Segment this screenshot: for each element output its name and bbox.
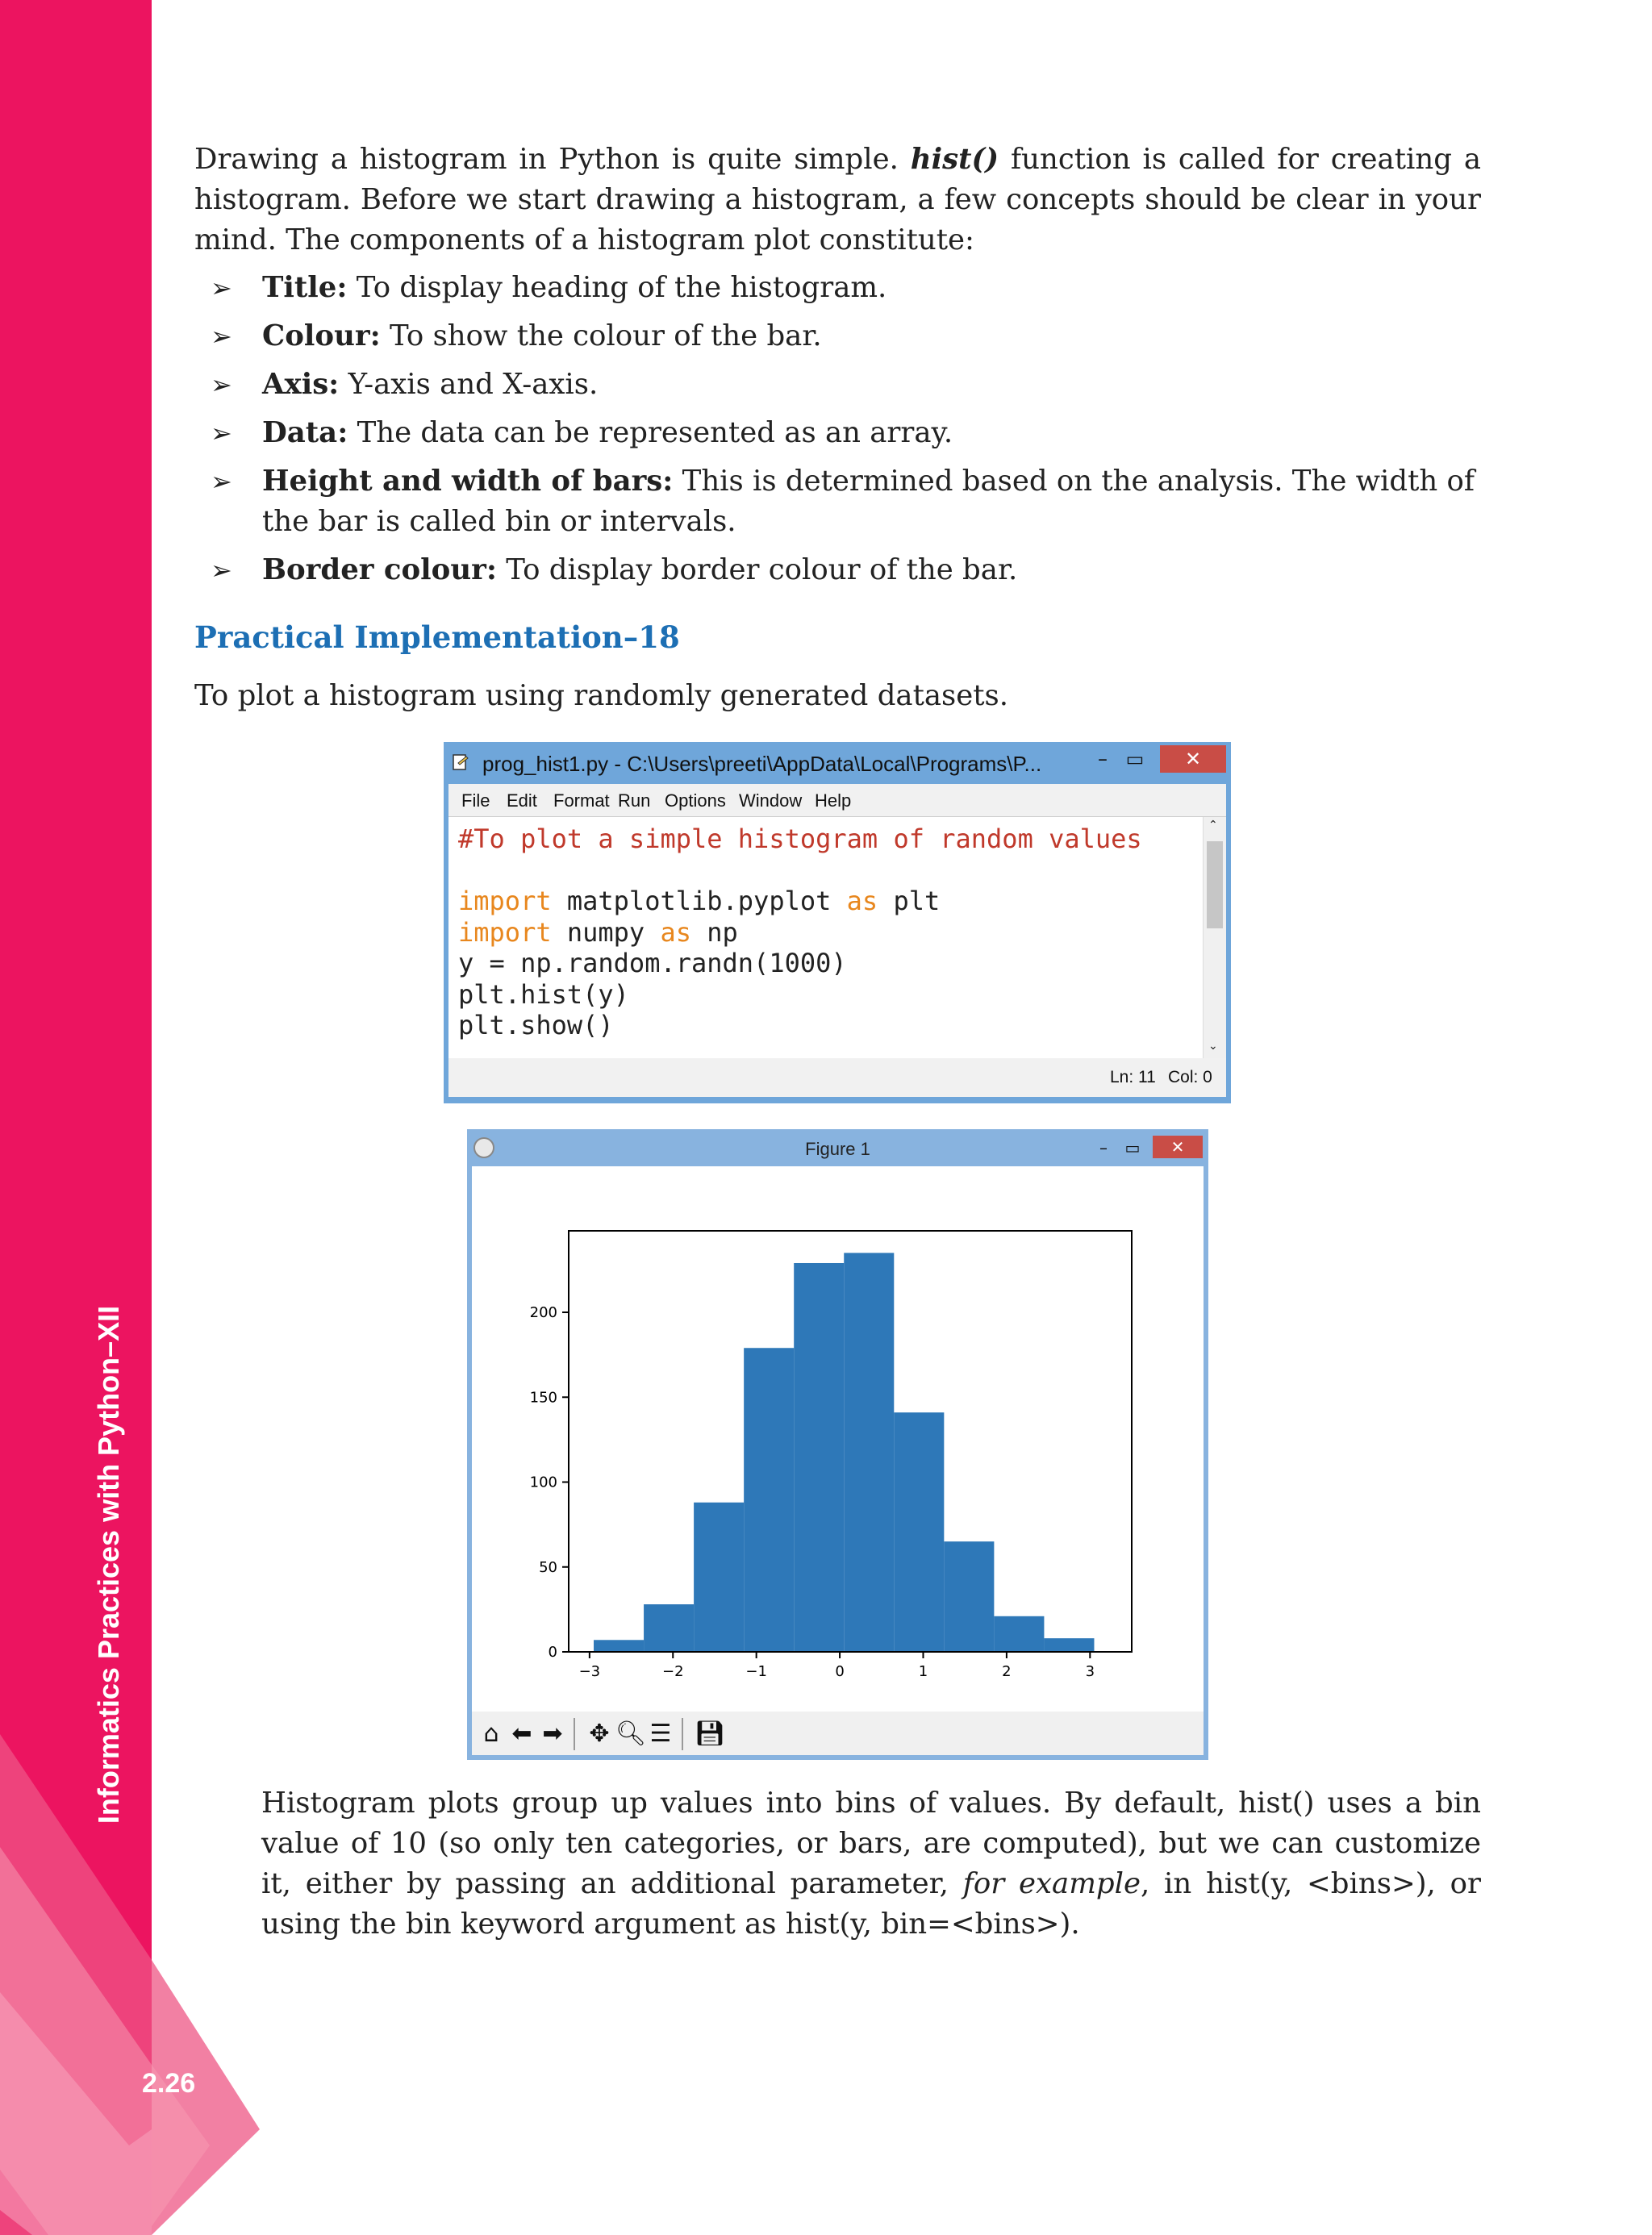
scroll-up-icon[interactable]: ⌃ — [1208, 819, 1218, 832]
scrollbar-thumb[interactable] — [1207, 841, 1223, 928]
histogram-bar — [894, 1412, 944, 1652]
toolbar-divider — [574, 1718, 575, 1750]
arrow-bullet-icon: ➢ — [211, 273, 232, 303]
arrow-bullet-icon: ➢ — [211, 321, 232, 352]
histogram-bar — [644, 1604, 694, 1652]
list-item: ➢ Title: To display heading of the histogram. — [194, 268, 1481, 308]
x-tick-label: 1 — [918, 1663, 928, 1680]
minimize-button[interactable]: – — [1098, 748, 1108, 770]
page-number: 2.26 — [142, 2068, 196, 2099]
figure-title: Figure 1 — [805, 1139, 870, 1159]
code-editor[interactable] — [448, 816, 1226, 1059]
code-text[interactable]: #To plot a simple histogram of random values import matplotlib.pyplot as plt import numpy as np y = np.random.randn(1000) plt.hist(y) plt.show() — [458, 824, 1142, 1040]
home-icon[interactable]: ⌂ — [483, 1720, 499, 1748]
histogram-bar — [944, 1541, 994, 1652]
histogram-bar — [594, 1640, 644, 1652]
histogram-bar — [694, 1503, 744, 1652]
y-tick-label: 50 — [539, 1558, 557, 1576]
back-icon[interactable]: ⬅ — [511, 1720, 532, 1748]
menu-window[interactable]: Window — [739, 790, 803, 811]
closing-paragraph: Histogram plots group up values into bins of values. By default, hist() uses a bin value of 10 (so only ten categories, or bars, are computed), but we can customize it, either by passing an additional parameter, for example, in hist(y, <bins>), or using the bin keyword argument as hist(y, bin=<bins>). — [261, 1787, 1481, 1941]
x-tick-label: 2 — [1002, 1663, 1012, 1680]
x-tick-label: −3 — [578, 1663, 601, 1680]
sidebar-band: Informatics Practices with Python–XII — [0, 0, 152, 2235]
editor-title: prog_hist1.py - C:\Users\preeti\AppData\Local\Programs\P... — [482, 752, 1042, 776]
list-item: ➢ Axis: Y-axis and X-axis. — [194, 365, 1481, 405]
menu-options[interactable]: Options — [665, 790, 726, 811]
x-tick-label: 0 — [835, 1663, 845, 1680]
arrow-bullet-icon: ➢ — [211, 555, 232, 586]
python-file-icon — [452, 753, 469, 771]
minimize-button[interactable]: – — [1099, 1138, 1108, 1157]
editor-menubar — [448, 784, 1226, 816]
histogram-bar — [994, 1616, 1044, 1652]
intro-paragraph: Drawing a histogram in Python is quite simple. hist() function is called for creating a histogram. Before we start drawing a histogram, a few concepts should be clear in your mind. The components of a histogram plot constitute: — [194, 143, 1481, 256]
y-tick-label: 150 — [529, 1389, 557, 1407]
x-tick-label: −2 — [661, 1663, 684, 1680]
pan-icon[interactable]: ✥ — [589, 1720, 610, 1748]
menu-edit[interactable]: Edit — [507, 790, 537, 811]
menu-run[interactable]: Run — [618, 790, 651, 811]
list-item: ➢ Border colour: To display border colour of the bar. — [194, 550, 1481, 590]
zoom-icon[interactable]: 🔍︎ — [615, 1720, 647, 1748]
toolbar-divider — [682, 1718, 683, 1750]
editor-statusbar — [448, 1058, 1226, 1097]
list-item: ➢ Colour: To show the colour of the bar. — [194, 316, 1481, 357]
figure-titlebar[interactable] — [467, 1129, 1208, 1166]
status-column: Col: 0 — [1168, 1068, 1212, 1086]
y-tick-label: 100 — [529, 1474, 557, 1491]
hist-function-name: hist() — [910, 143, 999, 176]
arrow-bullet-icon: ➢ — [211, 418, 232, 448]
list-item: ➢ Data: The data can be represented as an array. — [194, 413, 1481, 453]
histogram-bar — [844, 1253, 894, 1652]
save-icon[interactable]: 💾︎ — [695, 1720, 726, 1748]
maximize-button[interactable]: ▭ — [1124, 1138, 1141, 1157]
y-tick-label: 200 — [529, 1304, 557, 1322]
maximize-button[interactable]: ▭ — [1125, 748, 1145, 770]
menu-format[interactable]: Format — [553, 790, 610, 811]
configure-icon[interactable]: ☰ — [649, 1720, 672, 1748]
status-line: Ln: 11 — [1110, 1068, 1156, 1086]
histogram-chart — [472, 1166, 1204, 1712]
list-item: ➢ Height and width of bars: This is determined based on the analysis. The width of the bar is called bin or intervals. — [194, 461, 1481, 542]
scroll-down-icon[interactable]: ⌄ — [1208, 1040, 1218, 1053]
components-list — [194, 268, 1481, 598]
forward-icon[interactable]: ➡ — [542, 1720, 563, 1748]
idle-editor-window — [444, 742, 1231, 1103]
histogram-bar — [744, 1348, 794, 1652]
vertical-scrollbar[interactable] — [1203, 817, 1226, 1059]
histogram-bar — [1044, 1638, 1094, 1652]
x-tick-label: 3 — [1085, 1663, 1095, 1680]
practical-heading: Practical Implementation–18 — [194, 619, 680, 655]
menu-help[interactable]: Help — [815, 790, 852, 811]
editor-titlebar[interactable] — [444, 742, 1231, 784]
figure-canvas — [472, 1166, 1204, 1712]
arrow-bullet-icon: ➢ — [211, 466, 232, 497]
x-tick-label: −1 — [745, 1663, 767, 1680]
close-button[interactable]: ✕ — [1153, 1136, 1203, 1158]
menu-file[interactable]: File — [461, 790, 490, 811]
practical-intro: To plot a histogram using randomly generated datasets. — [194, 679, 1009, 712]
histogram-bar — [794, 1263, 844, 1652]
arrow-bullet-icon: ➢ — [211, 369, 232, 400]
y-tick-label: 0 — [548, 1644, 557, 1661]
figure-window — [467, 1129, 1208, 1760]
close-button[interactable]: ✕ — [1160, 745, 1226, 773]
figure-toolbar — [472, 1712, 1204, 1755]
